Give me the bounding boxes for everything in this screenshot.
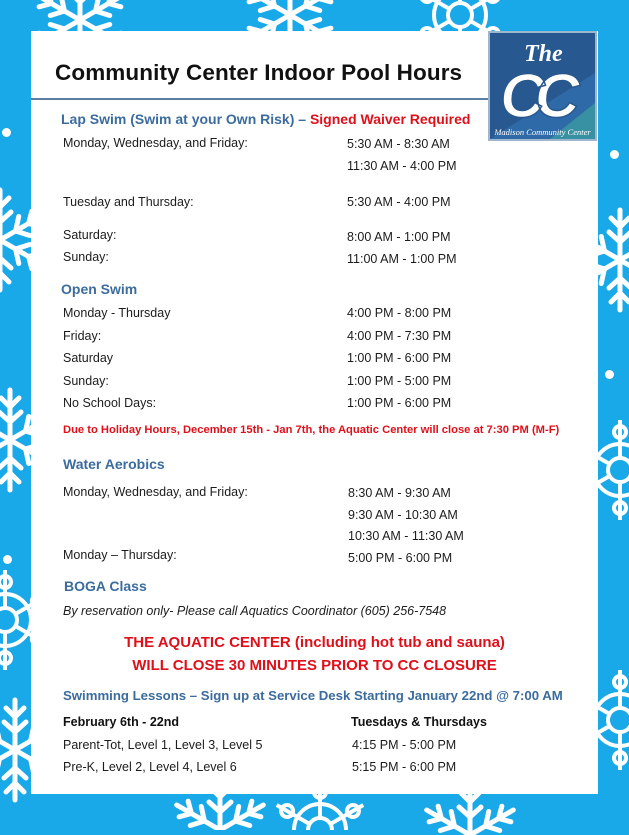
snowflake-icon (400, 0, 520, 35)
open-swim-time: 4:00 PM - 7:30 PM (347, 329, 452, 343)
lap-swim-time: 8:00 AM - 1:00 PM (347, 230, 451, 244)
open-swim-day: Sunday: (63, 374, 109, 388)
lessons-time: 5:15 PM - 6:00 PM (352, 760, 457, 774)
water-aerobics-time: 5:00 PM - 6:00 PM (348, 551, 453, 565)
lessons-levels: Pre-K, Level 2, Level 4, Level 6 (63, 760, 237, 774)
logo-cc-text: CC (500, 62, 570, 131)
boga-class-heading: BOGA Class (64, 578, 147, 594)
open-swim-day: Monday - Thursday (63, 306, 171, 320)
swimming-lessons-heading: Swimming Lessons – Sign up at Service Desk Starting January 22nd @ 7:00 AM (63, 688, 563, 703)
holiday-hours-note: Due to Holiday Hours, December 15th - Jan 7th, the Aquatic Center will close at 7:30 PM (M-F) (63, 424, 560, 436)
waiver-required-alert: Signed Waiver Required (309, 111, 471, 127)
pool-hours-card (31, 31, 598, 794)
lap-swim-heading (61, 111, 470, 127)
lap-swim-day: Monday, Wednesday, and Friday: (63, 136, 248, 150)
closure-notice-line-2: WILL CLOSE 30 MINUTES PRIOR TO CC CLOSURE (132, 657, 497, 674)
closure-notice-line-1: THE AQUATIC CENTER (including hot tub and sauna) (124, 634, 505, 651)
lessons-time: 4:15 PM - 5:00 PM (352, 738, 457, 752)
water-aerobics-time: 9:30 AM - 10:30 AM (348, 508, 458, 522)
snow-dot (3, 555, 12, 564)
open-swim-day: No School Days: (63, 396, 157, 410)
water-aerobics-time: 10:30 AM - 11:30 AM (348, 529, 464, 543)
lap-swim-time: 5:30 AM - 4:00 PM (347, 195, 451, 209)
open-swim-time: 1:00 PM - 6:00 PM (347, 396, 452, 410)
lap-swim-day: Saturday: (63, 228, 117, 242)
lessons-days: Tuesdays & Thursdays (351, 715, 487, 729)
lessons-levels: Parent-Tot, Level 1, Level 3, Level 5 (63, 738, 263, 752)
lap-swim-day: Sunday: (63, 250, 109, 264)
snow-dot (605, 370, 614, 379)
logo-caption: Madison Community Center (494, 127, 591, 137)
snow-dot (610, 150, 619, 159)
lap-swim-time: 5:30 AM - 8:30 AM (347, 137, 450, 151)
open-swim-time: 4:00 PM - 8:00 PM (347, 306, 452, 320)
page-title: Community Center Indoor Pool Hours (55, 60, 463, 85)
water-aerobics-heading: Water Aerobics (63, 456, 165, 472)
water-aerobics-time: 8:30 AM - 9:30 AM (348, 486, 451, 500)
water-aerobics-day: Monday, Wednesday, and Friday: (63, 485, 248, 499)
lap-swim-heading-text: Lap Swim (Swim at your Own Risk) – (61, 111, 307, 127)
snowflake-icon (230, 0, 350, 35)
snow-dot (2, 128, 11, 137)
open-swim-day: Friday: (63, 329, 102, 343)
open-swim-time: 1:00 PM - 5:00 PM (347, 374, 452, 388)
water-aerobics-day: Monday – Thursday: (63, 548, 177, 562)
lap-swim-day: Tuesday and Thursday: (63, 195, 194, 209)
open-swim-time: 1:00 PM - 6:00 PM (347, 351, 452, 365)
lessons-dates: February 6th - 22nd (63, 715, 179, 729)
lap-swim-time: 11:00 AM - 1:00 PM (347, 252, 457, 266)
logo-the-text: The (524, 41, 563, 67)
title-divider (31, 98, 491, 100)
open-swim-day: Saturday (63, 351, 114, 365)
boga-reservation-note: By reservation only- Please call Aquatics Coordinator (605) 256-7548 (63, 604, 447, 618)
open-swim-heading: Open Swim (61, 281, 138, 297)
community-center-logo (488, 31, 597, 141)
lap-swim-time: 11:30 AM - 4:00 PM (347, 159, 457, 173)
